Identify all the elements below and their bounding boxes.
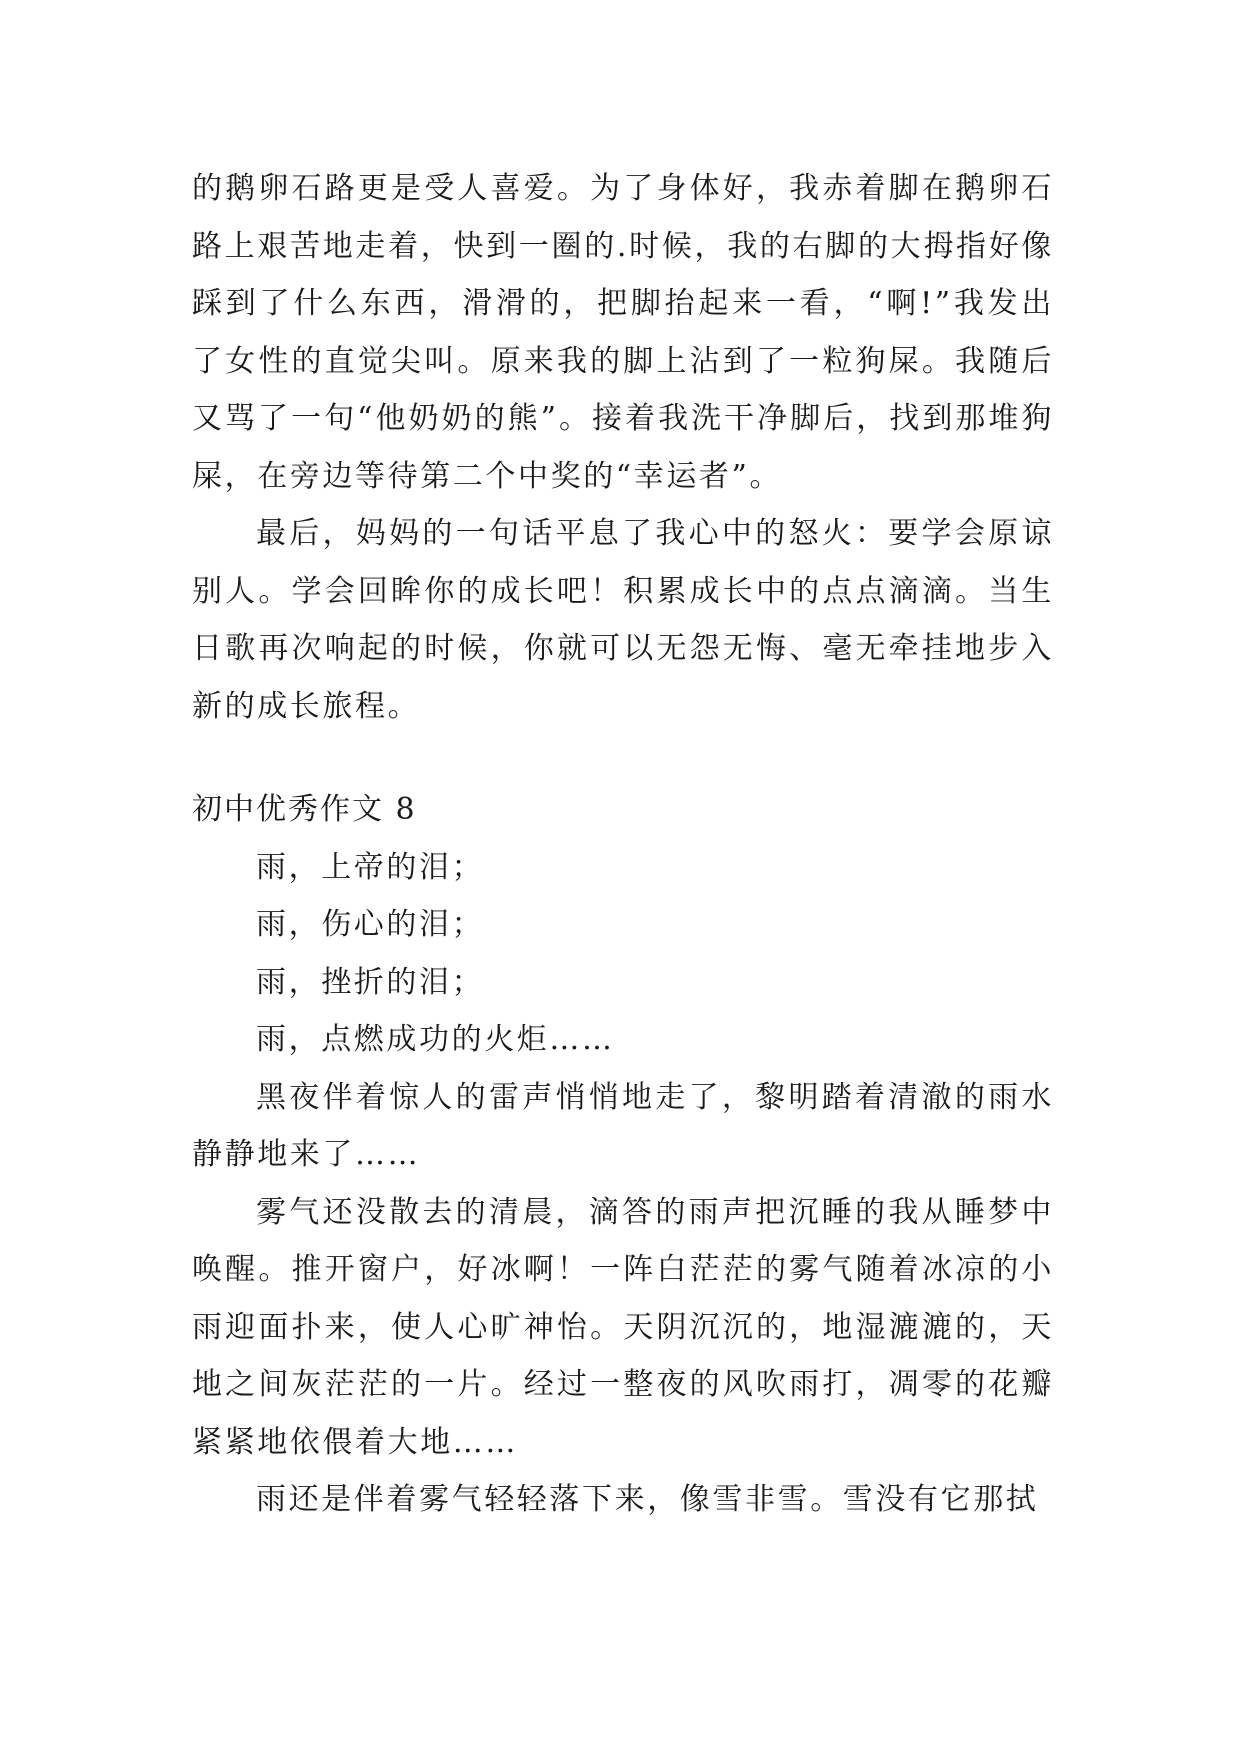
essay-title: 初中优秀作文 8 <box>192 792 417 827</box>
paragraph-closing: 最后，妈妈的一句话平息了我心中的怒火：要学会原谅别人。学会回眸你的成长吧！积累成长中的点点滴滴。当生日歌再次响起的时候，你就可以无怨无悔、毫无牵挂地步入新的成长旅程。 <box>192 516 1054 724</box>
paragraph-continuation: 的鹅卵石路更是受人喜爱。为了身体好，我赤着脚在鹅卵石路上艰苦地走着，快到一圈的.时候，我的右脚的大拇指好像踩到了什么东西，滑滑的，把脚抬起来一看，“啊!”我发出了女性的直觉尖叫。原来我的脚上沾到了一粒狗屎。我随后又骂了一句“他奶奶的熊”。接着我洗干净脚后，找到那堆狗屎，在旁边等待第二个中奖的“幸运者”。 <box>192 171 1054 494</box>
verse-line-1: 雨，上帝的泪； <box>256 849 485 885</box>
verse-line-2: 雨，伤心的泪； <box>256 907 485 942</box>
paragraph-dawn: 黑夜伴着惊人的雷声悄悄地走了，黎明踏着清澈的雨水静静地来了…… <box>192 1079 1054 1172</box>
verse-line-3: 雨，挫折的泪； <box>256 964 485 1000</box>
paragraph-rain: 雨还是伴着雾气轻轻落下来，像雪非雪。雪没有它那拭 <box>256 1482 1039 1517</box>
verse-line-4: 雨，点燃成功的火炬…… <box>256 1022 615 1057</box>
paragraph-morning: 雾气还没散去的清晨，滴答的雨声把沉睡的我从睡梦中唤醒。推开窗户，好冰啊！一阵白茫茫的雾气随着冰凉的小雨迎面扑来，使人心旷神怡。天阴沉沉的，地湿漉漉的，天地之间灰茫茫的一片。经过一整夜的风吹雨打，凋零的花瓣紧紧地依偎着大地…… <box>192 1194 1054 1460</box>
document-body <box>192 160 1054 1529</box>
